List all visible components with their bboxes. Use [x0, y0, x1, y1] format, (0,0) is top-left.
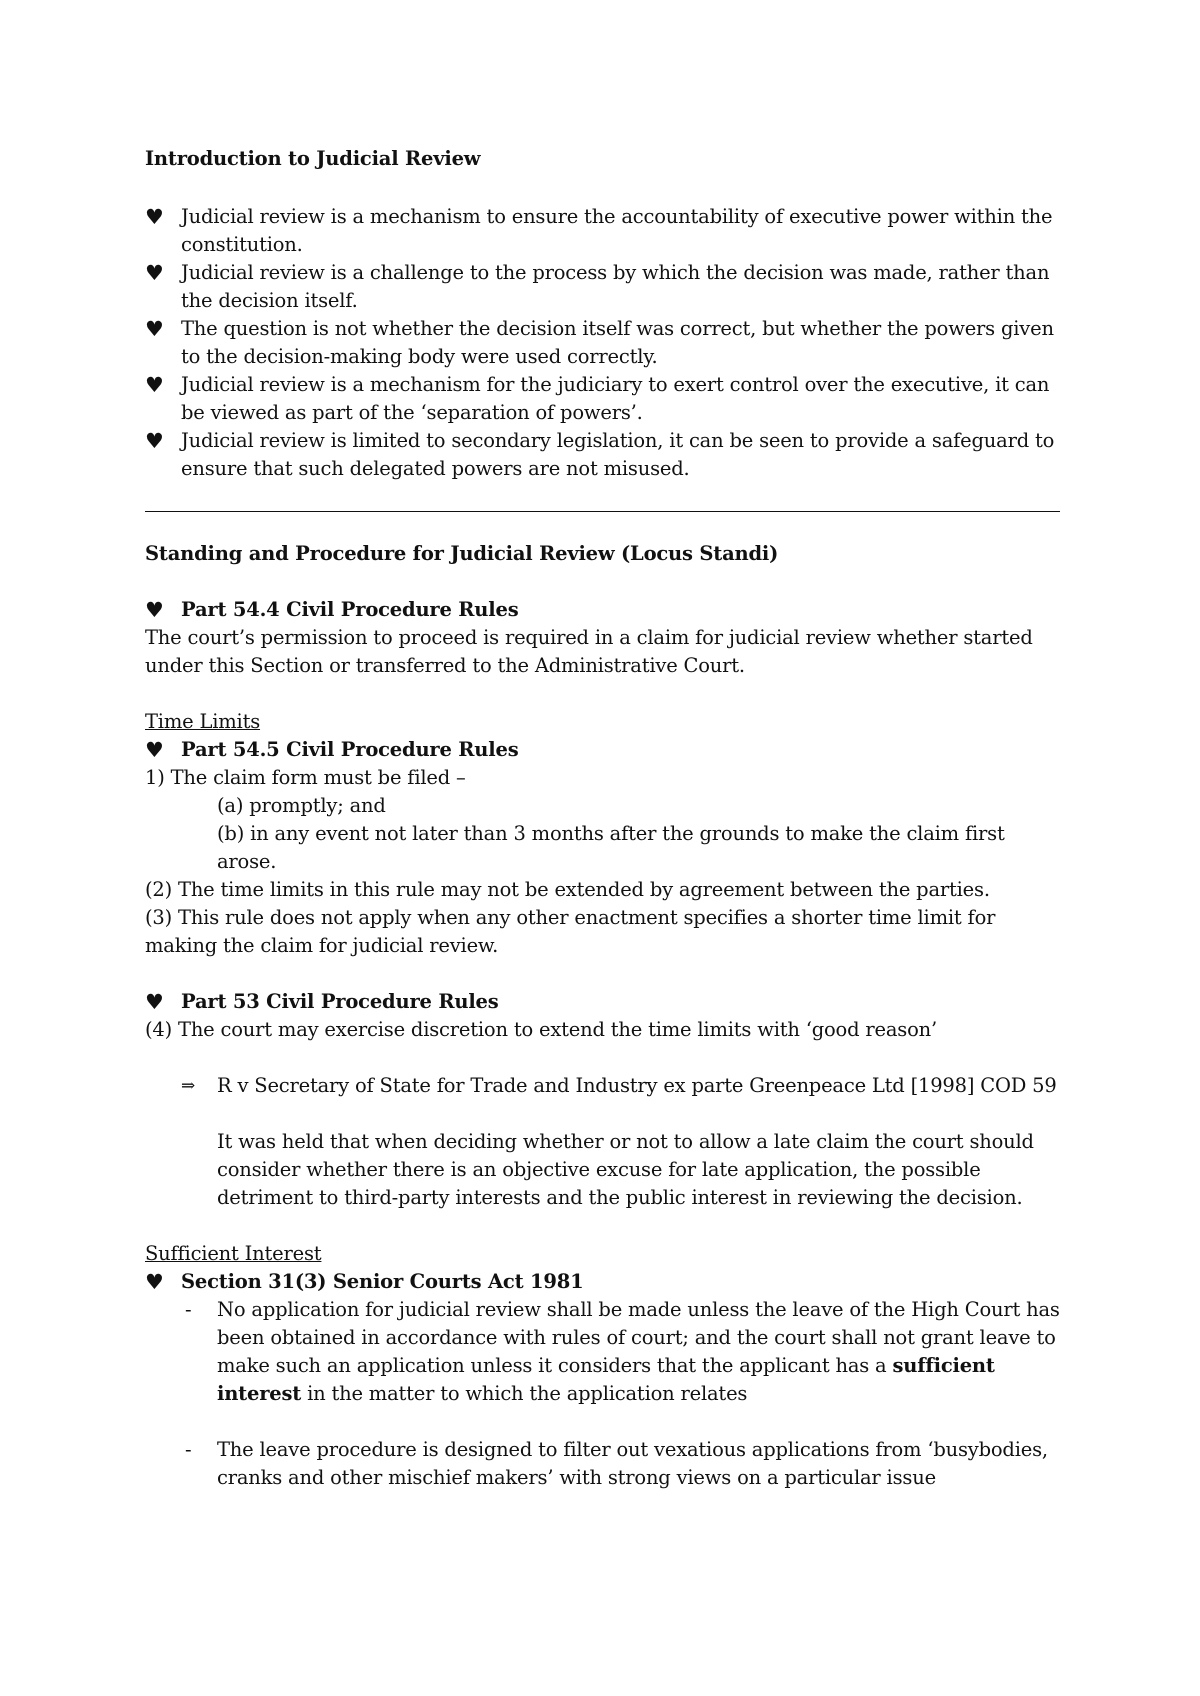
heart-icon: ♥: [145, 317, 164, 341]
heart-icon: ♥: [145, 429, 164, 453]
rule-1: 1) The claim form must be filed –: [145, 766, 466, 789]
case-citation: [145, 1072, 1060, 1100]
list-item: [145, 1436, 1060, 1492]
intro-title: Introduction to Judicial Review: [145, 147, 481, 170]
part-54-4-heading: [145, 596, 1060, 624]
part-53-heading: [145, 988, 1060, 1016]
heart-icon: ♥: [145, 737, 164, 762]
rule-1a: (a) promptly; and: [217, 794, 386, 817]
list-item: [145, 1296, 1060, 1408]
case-name: R v Secretary of State for Trade and Industry ex parte Greenpeace Ltd [1998] COD 59: [217, 1074, 1057, 1097]
double-arrow-icon: ⇒: [181, 1076, 196, 1096]
case-summary: It was held that when deciding whether or not to allow a late claim the court should consider whether there is an objective excuse for late application, the possible detriment to third-party interests and the public interest in reviewing the decision.: [217, 1130, 1034, 1209]
heart-icon: ♥: [145, 1269, 164, 1294]
bullet-text: Judicial review is a challenge to the process by which the decision was made, rather than the decision itself.: [181, 261, 1050, 312]
bullet-text: The question is not whether the decision itself was correct, but whether the powers given to the decision-making body were used correctly.: [181, 317, 1054, 368]
part-54-5-heading-text: Part 54.5 Civil Procedure Rules: [181, 738, 519, 761]
bullet-text: Judicial review is a mechanism to ensure the accountability of executive power within the constitution.: [181, 205, 1053, 256]
heart-icon: ♥: [145, 261, 164, 285]
heart-icon: ♥: [145, 989, 164, 1014]
list-item: [145, 371, 1060, 427]
list-item: [145, 203, 1060, 259]
rule-2: (2) The time limits in this rule may not be extended by agreement between the parties.: [145, 878, 990, 901]
dash-icon: -: [185, 1298, 192, 1321]
list-item: [145, 427, 1060, 483]
heart-icon: ♥: [145, 597, 164, 622]
point-1-bold: sufficient interest: [217, 1354, 995, 1405]
list-item: [145, 259, 1060, 315]
part-54-4-heading-text: Part 54.4 Civil Procedure Rules: [181, 598, 519, 621]
rule-4: (4) The court may exercise discretion to extend the time limits with ‘good reason’: [145, 1018, 937, 1041]
part-54-4-text: The court’s permission to proceed is required in a claim for judicial review whether started under this Section or transferred to the Administrative Court.: [145, 626, 1033, 677]
sufficient-interest-label: Sufficient Interest: [145, 1242, 322, 1265]
time-limits-label: Time Limits: [145, 710, 261, 733]
point-2: The leave procedure is designed to filter out vexatious applications from ‘busybodies, cranks and other mischief makers’ with strong views on a particular issue: [217, 1438, 1048, 1489]
dash-icon: -: [185, 1438, 192, 1461]
bullet-text: Judicial review is limited to secondary legislation, it can be seen to provide a safeguard to ensure that such delegated powers are not misused.: [181, 429, 1055, 480]
bullet-text: Judicial review is a mechanism for the judiciary to exert control over the executive, it can be viewed as part of the ‘separation of powers’.: [181, 373, 1050, 424]
rule-3: (3) This rule does not apply when any other enactment specifies a shorter time limit for making the claim for judicial review.: [145, 906, 996, 957]
heart-icon: ♥: [145, 373, 164, 397]
point-1-before: No application for judicial review shall be made unless the leave of the High Court has been obtained in accordance with rules of court; and the court shall not grant leave to make such an application unless it considers that the applicant has a: [217, 1298, 1060, 1377]
document-page: [145, 145, 1060, 1492]
section-31-heading: [145, 1268, 1060, 1296]
rule-1b: (b) in any event not later than 3 months after the grounds to make the claim first arose.: [217, 822, 1005, 873]
point-1-after: in the matter to which the application relates: [301, 1382, 748, 1405]
standing-title: Standing and Procedure for Judicial Review (Locus Standi): [145, 542, 779, 565]
part-53-heading-text: Part 53 Civil Procedure Rules: [181, 990, 499, 1013]
part-54-5-heading: [145, 736, 1060, 764]
heart-icon: ♥: [145, 205, 164, 229]
intro-bullet-list: [145, 203, 1060, 483]
section-31-heading-text: Section 31(3) Senior Courts Act 1981: [181, 1270, 584, 1293]
list-item: [145, 315, 1060, 371]
